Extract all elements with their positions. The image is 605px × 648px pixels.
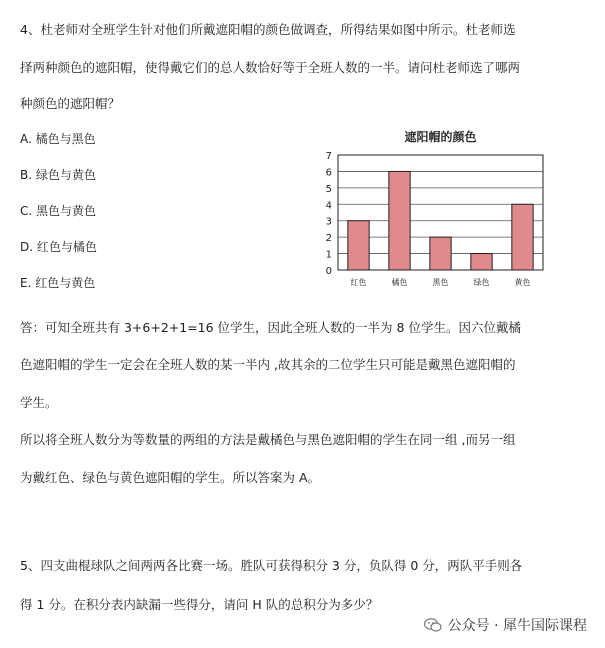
answer-line-3: 学生。	[20, 395, 58, 410]
x-tick-label: 黄色	[514, 278, 531, 287]
y-tick-label: 5	[325, 183, 332, 195]
answer-line-4: 所以将全班人数分为等数量的两组的方法是戴橘色与黑色遮阳帽的学生在同一组 ,而另一组	[20, 432, 516, 447]
x-tick-label: 绿色	[473, 278, 490, 287]
bar	[471, 254, 492, 270]
footer-watermark	[424, 615, 587, 635]
y-tick-label: 7	[325, 151, 332, 162]
y-tick-label: 3	[325, 216, 332, 228]
y-tick-label: 4	[325, 200, 332, 212]
bar	[430, 237, 451, 270]
y-tick-label: 6	[325, 167, 332, 179]
answer-line-2: 色遮阳帽的学生一定会在全班人数的某一半内 ,故其余的二位学生只可能是戴黑色遮阳帽的	[20, 357, 516, 372]
answer-line-1: 答：可知全班共有 3+6+2+1=16 位学生，因此全班人数的一半为 8 位学生。因六位戴橘	[20, 320, 521, 335]
q5-line-1: 5、四支曲棍球队之间两两各比赛一场。胜队可获得积分 3 分，负队得 0 分，两队平手则各	[20, 558, 523, 573]
option-c: C. 黑色与黄色	[20, 204, 97, 218]
bar-chart	[310, 125, 555, 295]
y-tick-label: 2	[325, 233, 332, 245]
y-tick-label: 0	[325, 266, 332, 277]
x-tick-label: 黑色	[432, 278, 449, 287]
q4-line-2: 择两种颜色的遮阳帽，使得戴它们的总人数恰好等于全班人数的一半。请问杜老师选了哪两	[20, 60, 521, 75]
bar	[389, 171, 410, 270]
chart-title: 遮阳帽的颜色	[404, 130, 477, 144]
bar	[348, 221, 369, 270]
q5-line-2: 得 1 分。在积分表内缺漏一些得分，请问 H 队的总积分为多少？	[20, 597, 379, 612]
q4-line-3: 种颜色的遮阳帽？	[20, 96, 121, 111]
y-tick-label: 1	[325, 249, 332, 261]
option-b: B. 绿色与黄色	[20, 168, 96, 182]
q4-line-1: 4、杜老师对全班学生针对他们所戴遮阳帽的颜色做调查，所得结果如图中所示。杜老师选	[20, 22, 516, 37]
x-tick-label: 红色	[350, 278, 367, 287]
option-e: E. 红色与黄色	[20, 276, 96, 290]
footer-text: 公众号 · 犀牛国际课程	[447, 618, 587, 634]
answer-line-5: 为戴红色、绿色与黄色遮阳帽的学生。所以答案为 A。	[20, 470, 321, 485]
bar	[512, 204, 533, 270]
option-d: D. 红色与橘色	[20, 240, 97, 254]
wechat-icon	[424, 618, 442, 632]
option-a: A. 橘色与黑色	[20, 132, 96, 146]
x-tick-label: 橘色	[391, 278, 408, 287]
